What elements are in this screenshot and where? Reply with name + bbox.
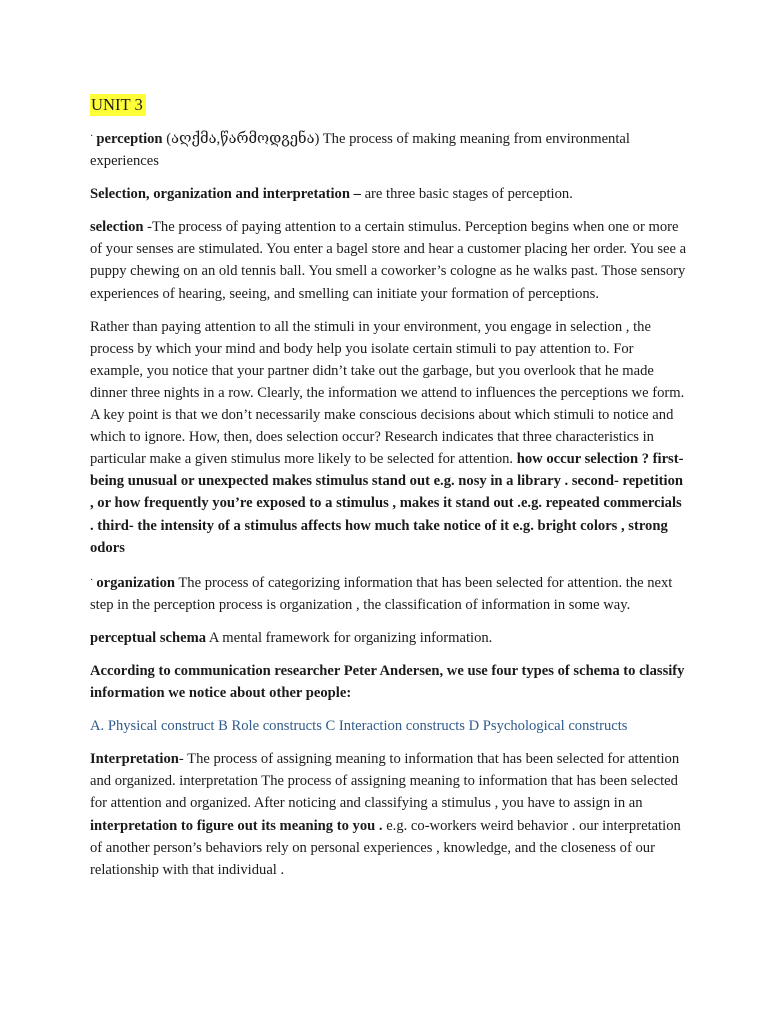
construct-letter-a: A. (90, 718, 105, 735)
stages-paragraph (90, 183, 688, 205)
construct-label-a: Physical construct (104, 718, 219, 735)
organization-text: The process of categorizing information that has been selected for attention. the next step in the perception process is organization , the classification of information in some way. (90, 574, 673, 613)
selection-paragraph (90, 216, 688, 304)
schema-term: perceptual schema (90, 629, 207, 646)
schema-paragraph (90, 627, 688, 649)
selection-occurrence-bold: how occur selection ? first- being unusual or unexpected makes stimulus stand out e.g. nosy in a library . second- repetition , or how frequently you’re exposed to a stimulus , makes it stand out .e.g. repeated commercials . third- the intensity of a stimulus affects how much take notice of it e.g. bright colors , strong odors (90, 451, 684, 556)
construct-label-b: Role constructs (227, 718, 326, 735)
constructs-list (90, 715, 688, 737)
perception-term: perception (96, 131, 163, 147)
bullet-icon: · (90, 131, 94, 142)
interpretation-text-1: - The process of assigning meaning to information that has been selected for attention and organized. interpretation The process of assigning meaning to information that has been selected for attention and organized. After noticing and classifying a stimulus , you have to assign in an (90, 751, 680, 812)
interpretation-text-2: e.g. co-workers weird behavior . our interpretation of another person’s behaviors rely on personal experiences , knowledge, and the closeness of our relationship with that individual . (90, 817, 681, 878)
rather-text: Rather than paying attention to all the stimuli in your environment, you engage in selection , the process by which your mind and body help you isolate certain stimuli to pay attention to. For example, you notice that your partner didn’t take out the garbage, but you overlook that he made dinner three nights in a row. Clearly, the information we attend to influences the perceptions we form. A key point is that we don’t necessarily make conscious decisions about which stimuli to notice and which to ignore. How, then, does selection occur? Research indicates that three characteristics in particular make a given stimulus more likely to be selected for attention. (90, 318, 685, 468)
selection-text: -The process of paying attention to a certain stimulus. Perception begins when one or more of your senses are stimulated. You enter a bagel store and hear a customer placing her order. You see a puppy chewing on an old tennis ball. You smell a coworker’s cologne as he walks past. Those sensory experiences of hearing, seeing, and smelling can initiate your formation of perceptions. (90, 219, 687, 302)
andersen-paragraph (90, 660, 688, 704)
rather-paragraph (90, 316, 688, 559)
construct-letter-b: B (218, 718, 228, 735)
interpretation-term: Interpretation (90, 751, 179, 768)
organization-paragraph (90, 570, 688, 616)
organization-term: organization (96, 574, 175, 591)
perception-definition: The process of making meaning from environmental experiences (90, 131, 630, 170)
perception-georgian: (აღქმა,წარმოდგენა) (162, 131, 320, 147)
perception-paragraph (90, 126, 688, 172)
interpretation-paragraph (90, 748, 688, 881)
construct-letter-d: D (468, 718, 480, 735)
interpretation-bold: interpretation to figure out its meaning to you . (90, 817, 383, 834)
bullet-icon: · (90, 574, 94, 586)
document-body (90, 94, 688, 892)
unit-title-highlight: UNIT 3 (90, 94, 146, 116)
stages-text: are three basic stages of perception. (360, 186, 573, 203)
construct-label-d: Psychological constructs (479, 718, 628, 735)
construct-label-c: Interaction constructs (335, 718, 469, 735)
stages-heading: Selection, organization and interpretation – (90, 186, 361, 203)
andersen-text: According to communication researcher Peter Andersen, we use four types of schema to classify information we notice about other people: (90, 662, 685, 702)
selection-term: selection (90, 219, 144, 236)
schema-text: A mental framework for organizing information. (206, 629, 493, 646)
construct-letter-c: C (325, 718, 336, 735)
